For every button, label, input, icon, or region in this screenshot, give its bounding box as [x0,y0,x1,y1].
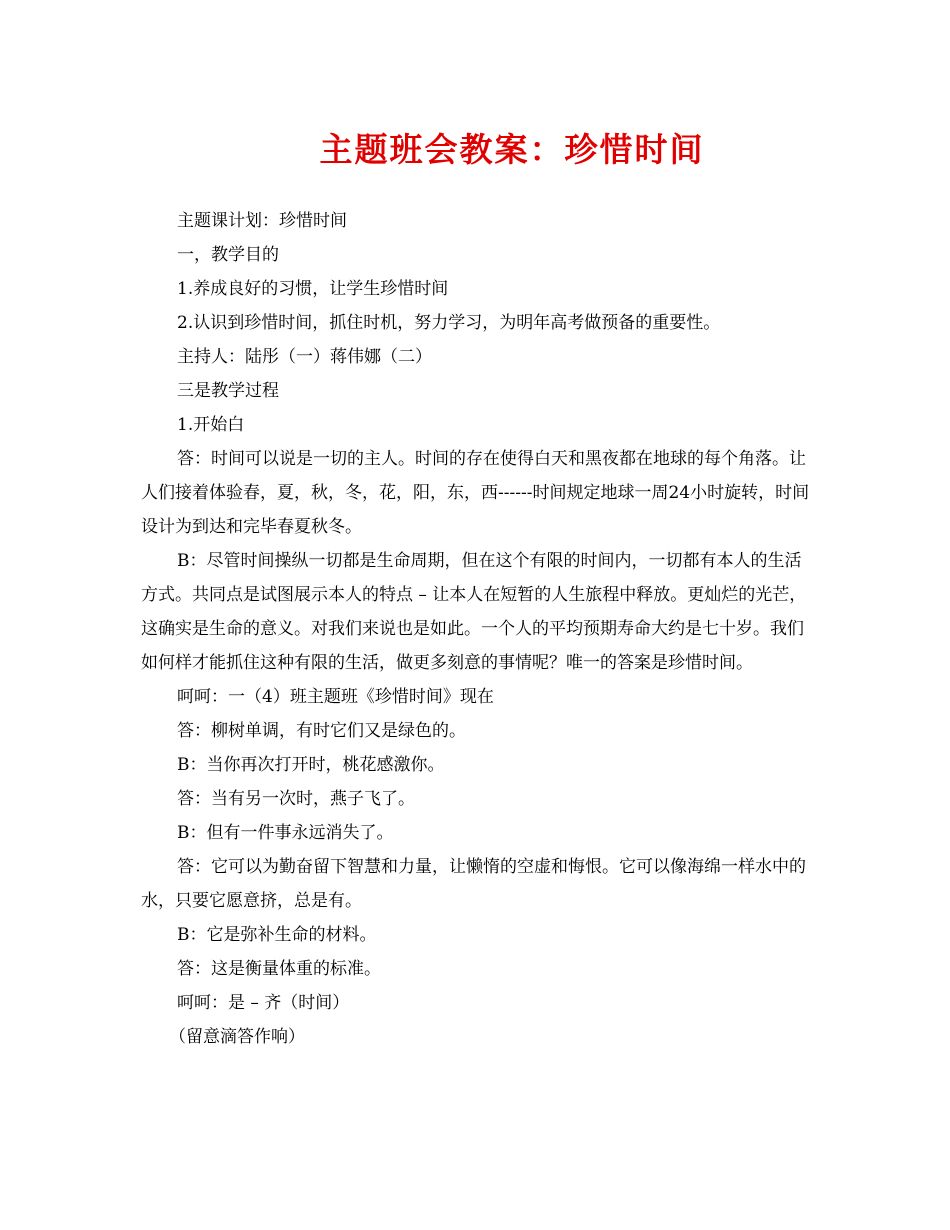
paragraph: 一，教学目的 [177,245,279,265]
paragraph: 呵呵：一（4）班主题班《珍惜时间》现在 [177,687,494,707]
paragraph: B：它是弥补生命的材料。 [177,925,377,945]
paragraph: 2.认识到珍惜时间，抓住时机，努力学习，为明年高考做预备的重要性。 [177,313,721,333]
paragraph: 1.开始白 [177,415,245,435]
paragraph: B：但有一件事永远消失了。 [177,823,394,843]
paragraph: 主题课计划：珍惜时间 [177,211,347,231]
paragraph: 三是教学过程 [177,381,279,401]
paragraph: 答：柳树单调，有时它们又是绿色的。 [177,721,466,741]
paragraph: 主持人：陆彤（一）蒋伟娜（二） [177,347,432,367]
paragraph: 答：它可以为勤奋留下智慧和力量，让懒惰的空虚和悔恨。它可以像海绵一样水中的水，只要它愿意挤，总是有。 [141,857,806,911]
paragraph: 答：这是衡量体重的标准。 [177,959,381,979]
paragraph: （留意滴答作响） [169,1027,305,1047]
paragraph: 答：当有另一次时，燕子飞了。 [177,789,415,809]
document-body [141,204,813,1054]
paragraph: 呵呵：是 – 齐（时间） [177,993,350,1013]
paragraph: B：尽管时间操纵一切都是生命周期，但在这个有限的时间内，一切都有本人的生活方式。共同点是试图展示本人的特点 – 让本人在短暂的人生旅程中释放。更灿烂的光芒，这确实是生命的意义。对我们来说也是如此。一个人的平均预期寿命大约是七十岁。我们如何样才能抓住这种有限的生活，做更多刻意的事情呢？唯一的答案是珍惜时间。 [141,551,807,673]
paragraph: 答：时间可以说是一切的主人。时间的存在使得白天和黑夜都在地球的每个角落。让人们接着体验春，夏，秋，冬，花，阳，东，西------时间规定地球一周24小时旋转，时间设计为到达和完毕春夏秋冬。 [141,449,810,537]
paragraph: 1.养成良好的习惯，让学生珍惜时间 [177,279,449,299]
paragraph: B：当你再次打开时，桃花感激你。 [177,755,445,775]
page-title: 主题班会教案：珍惜时间 [319,130,705,169]
